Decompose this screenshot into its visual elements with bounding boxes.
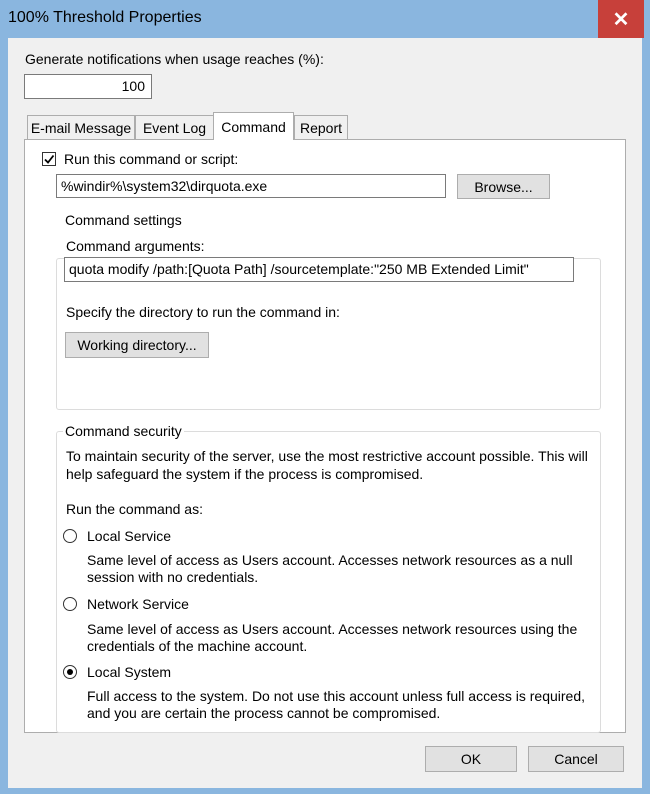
tab-email-message[interactable] <box>27 115 135 139</box>
threshold-label: Generate notifications when usage reaches (%): <box>25 51 324 67</box>
tab-label: E-mail Message <box>30 119 132 136</box>
local-system-label: Local System <box>87 664 172 680</box>
local-service-label: Local Service <box>87 528 172 544</box>
browse-button[interactable]: Browse... <box>457 174 550 199</box>
close-icon: ✕ <box>612 8 630 31</box>
command-arguments-label: Command arguments: <box>66 238 205 254</box>
title-bar <box>0 0 650 38</box>
radio-network-service[interactable] <box>63 597 77 611</box>
tab-command[interactable] <box>213 112 294 140</box>
local-service-desc-line1: Same level of access as Users account. Accesses network resources as a null <box>87 552 573 568</box>
dialog-client-area <box>8 38 642 788</box>
radio-local-service[interactable] <box>63 529 77 543</box>
checkmark-icon <box>43 153 55 165</box>
command-arguments-input[interactable]: quota modify /path:[Quota Path] /sourcetemplate:"250 MB Extended Limit" <box>64 257 574 282</box>
security-intro-line1: To maintain security of the server, use the most restrictive account possible. This will <box>66 448 588 464</box>
security-intro-line2: help safeguard the system if the process is compromised. <box>66 466 424 482</box>
radio-local-system[interactable] <box>63 665 77 679</box>
command-path-input[interactable]: %windir%\system32\dirquota.exe <box>56 174 446 198</box>
close-button[interactable] <box>598 0 644 38</box>
local-service-desc-line2: session with no credentials. <box>87 569 259 585</box>
tab-report[interactable] <box>294 115 348 139</box>
run-command-checkbox[interactable] <box>42 152 56 166</box>
run-command-label: Run this command or script: <box>64 151 239 167</box>
network-service-desc-line2: credentials of the machine account. <box>87 638 308 654</box>
local-system-desc-line2: and you are certain the process cannot be compromised. <box>87 705 441 721</box>
network-service-label: Network Service <box>87 596 189 612</box>
network-service-desc-line1: Same level of access as Users account. Accesses network resources using the <box>87 621 578 637</box>
tab-event-log[interactable] <box>135 115 214 139</box>
cancel-button[interactable]: Cancel <box>528 746 624 772</box>
working-directory-button[interactable]: Working directory... <box>65 332 209 358</box>
radio-selected-dot <box>67 669 73 675</box>
tab-label: Report <box>299 119 343 136</box>
window-title: 100% Threshold Properties <box>8 9 202 26</box>
command-security-title: Command security <box>65 423 182 439</box>
command-tab-panel <box>24 139 626 733</box>
tab-label: Command <box>221 118 286 135</box>
local-system-desc-line1: Full access to the system. Do not use this account unless full access is required, <box>87 688 586 704</box>
run-as-label: Run the command as: <box>66 501 203 517</box>
directory-label: Specify the directory to run the command in: <box>66 304 340 320</box>
command-settings-title: Command settings <box>65 212 182 228</box>
tab-label: Event Log <box>142 119 207 136</box>
ok-button[interactable]: OK <box>425 746 517 772</box>
threshold-input[interactable]: 100 <box>24 74 152 99</box>
